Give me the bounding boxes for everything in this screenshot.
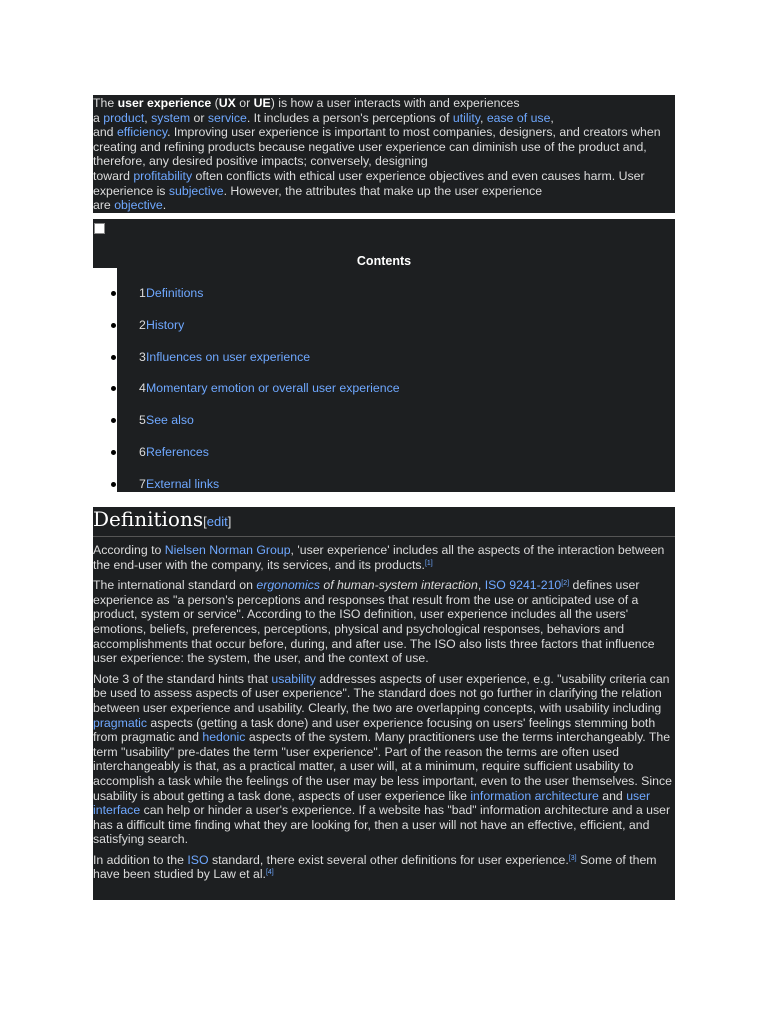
bullet-icon (111, 323, 116, 328)
lead-paragraph (93, 96, 675, 213)
toc-number: 6 (139, 444, 146, 459)
paragraph (93, 543, 675, 572)
heading-text: Definitions (93, 507, 204, 531)
table-of-contents (93, 219, 675, 492)
text: Some of them have been studied by Law et al. (93, 852, 657, 882)
link-product[interactable]: product (103, 110, 145, 125)
text: According to (93, 543, 165, 557)
citation-link[interactable]: [1] (424, 559, 433, 567)
text: are (93, 198, 115, 213)
term-user-experience: user experience (117, 96, 212, 110)
link-iso-9241-210[interactable]: ISO 9241-210 (484, 578, 562, 593)
link-subjective[interactable]: subjective (168, 183, 224, 198)
text: The international standard on (93, 578, 257, 593)
text: The (93, 96, 118, 110)
text: . However, the attributes that make up the user experience (223, 183, 543, 198)
toc-number: 1 (139, 286, 146, 300)
link-hedonic[interactable]: hedonic (202, 730, 246, 745)
toc-number: 7 (139, 476, 146, 491)
citation-link[interactable]: [2] (561, 580, 570, 588)
link-service[interactable]: service (207, 110, 247, 125)
link-utility[interactable]: utility (452, 110, 480, 125)
bullet-icon (111, 355, 116, 360)
citation-link[interactable]: [3] (568, 854, 577, 862)
link-system[interactable]: system (151, 110, 191, 125)
toc-link-momentary-emotion[interactable]: Momentary emotion or overall user experience (146, 381, 400, 396)
link-pragmatic[interactable]: pragmatic (93, 715, 147, 730)
text: toward (93, 168, 134, 183)
toc-number: 2 (139, 317, 146, 332)
text: defines user experience as "a person's perceptions and responses that result from the use or anticipated use of a product, system or service". According to the ISO definition, user experience includes all the users' emotions, beliefs, preferences, perceptions, physical and psychological responses, behaviors and accomplishments that occur before, during, and after use. The ISO also lists three factors that influence user experience: the system, the user, and the context of use. (93, 578, 655, 666)
toc-indent (93, 268, 117, 492)
paragraph (93, 578, 675, 666)
text: standard, there exist several other definitions for user experience. (208, 852, 569, 867)
paragraph (93, 853, 675, 882)
link-objective[interactable]: objective (114, 198, 163, 213)
lead-paragraph-block (93, 95, 675, 213)
text: aspects (getting a task done) and user experience focusing on users' feelings stemming both from pragmatic and (93, 715, 656, 745)
link-ergonomics[interactable]: ergonomics (256, 578, 320, 593)
text: . Improving user experience is important to most companies, designers, and creators when creating and refining products because negative user experience can diminish use of the product and, therefore, any desired positive impacts; conversely, designing (93, 125, 661, 169)
text: aspects of the system. Many practitioners use the terms interchangeably. The term "usability" pre-dates the term "user experience". Part of the reason the terms are often used interchangeably is that, as a practical matter, a user will, at a minimum, require sufficient usability to accomplish a task while the feelings of the user may be less important, even to the user themselves. Since usability is about getting a task done, aspects of user experience like (93, 730, 672, 803)
link-information-architecture[interactable]: information architecture (470, 788, 599, 803)
link-usability[interactable]: usability (271, 671, 316, 686)
paragraph (93, 672, 675, 847)
link-profitability[interactable]: profitability (133, 168, 193, 183)
text: can help or hinder a user's experience. If a website has "bad" information architecture and a user has a difficult time finding what they are looking for, then a user will not have an effective, efficient, and satisfying search. (93, 803, 671, 847)
bullet-icon (111, 482, 116, 487)
term-ux: UX (218, 96, 236, 110)
toc-title: Contents (356, 254, 412, 268)
term-ue: UE (253, 96, 271, 110)
text: , (144, 110, 152, 125)
toc-link-references[interactable]: References (146, 444, 209, 459)
text: , (479, 110, 487, 125)
text: and (93, 125, 117, 140)
bullet-icon (111, 450, 116, 455)
toc-toggle-checkbox[interactable] (94, 223, 105, 234)
link-ease-of-use[interactable]: ease of use (486, 110, 551, 125)
link-efficiency[interactable]: efficiency (116, 125, 168, 140)
link-iso[interactable]: ISO (187, 852, 209, 867)
text: . It includes a person's perceptions of (246, 110, 453, 125)
text: , (477, 578, 485, 593)
bracket: ] (227, 514, 232, 529)
definitions-section (93, 507, 675, 900)
link-nielsen-norman-group[interactable]: Nielsen Norman Group (164, 543, 291, 557)
bullet-icon (111, 291, 116, 296)
edit-link[interactable]: edit (206, 514, 228, 529)
toc-link-influences[interactable]: Influences on user experience (146, 349, 311, 364)
toc-number: 5 (139, 413, 146, 428)
toc-link-definitions[interactable]: Definitions (146, 286, 204, 300)
section-heading (93, 507, 675, 537)
text: or (190, 110, 208, 125)
toc-number: 3 (139, 349, 146, 364)
toc-link-see-also[interactable]: See also (146, 413, 194, 428)
text: of human-system interaction (319, 578, 478, 593)
text: and (598, 788, 627, 803)
text: , 'user experience' includes all the aspects of the interaction between the end-user with the company, its services, and its products. (93, 543, 665, 572)
text: a (93, 110, 104, 125)
bracket: [ (203, 514, 207, 529)
text: Note 3 of the standard hints that (93, 671, 272, 686)
toc-link-external-links[interactable]: External links (146, 476, 220, 491)
citation-link[interactable]: [4] (265, 869, 274, 877)
text: addresses aspects of user experience, e.g. "usability criteria can be used to assess aspects of user experience". The standard does not go further in clarifying the relation between user experience and usability. Clearly, the two are overlapping concepts, with usability including (93, 671, 670, 715)
link-user-interface[interactable]: user interface (93, 788, 651, 818)
text: often conflicts with ethical user experience objectives and even causes harm. User experience is (93, 168, 645, 198)
text: ) is how a user interacts with and experiences (270, 96, 520, 110)
toc-number: 4 (139, 381, 146, 396)
text: , (550, 110, 554, 125)
text: ( (211, 96, 219, 110)
text: . (162, 198, 167, 213)
toc-link-history[interactable]: History (146, 317, 185, 332)
text: In addition to the (93, 852, 188, 867)
text: or (235, 96, 254, 110)
